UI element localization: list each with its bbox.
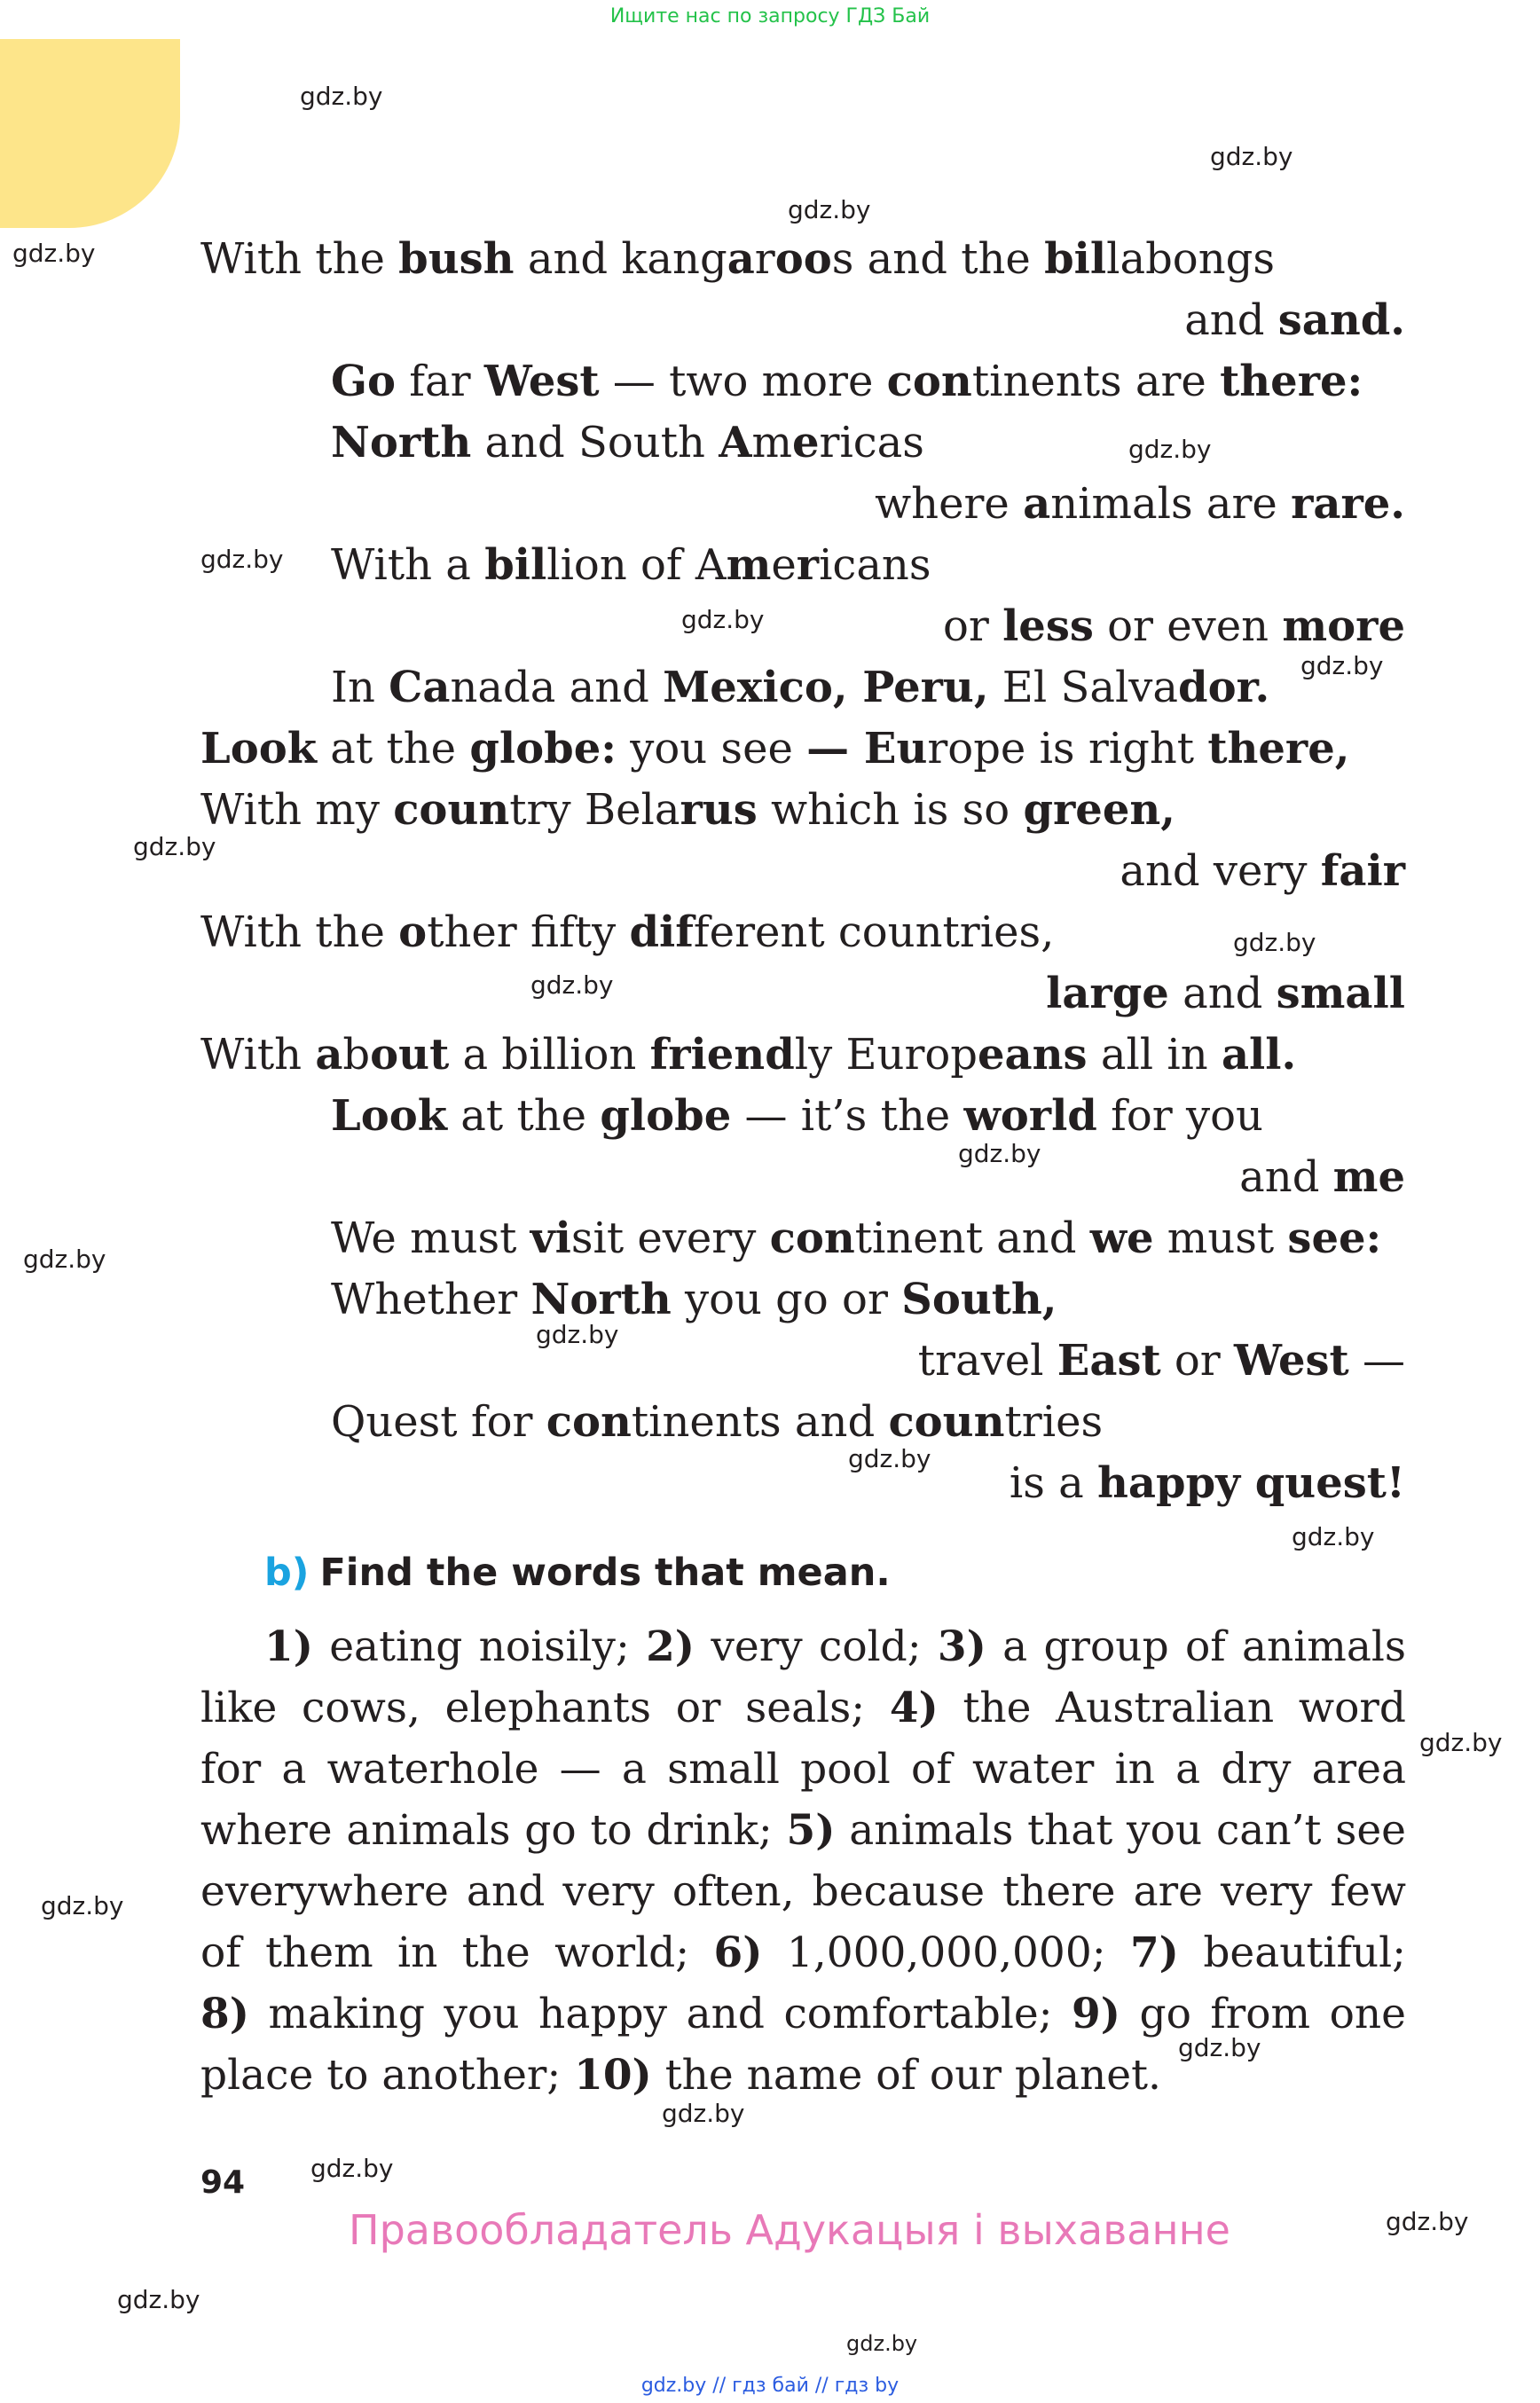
poem-line: Quest for continents and countries [331, 1397, 1104, 1447]
poem-line: With the other fifty different countries, [200, 907, 1055, 957]
page-number: 94 [200, 2164, 246, 2201]
watermark: gdz.by [1128, 435, 1212, 464]
watermark: gdz.by [1292, 1522, 1375, 1551]
exercise-title: Find the words that mean. [319, 1551, 891, 1595]
watermark: gdz.by [310, 2154, 394, 2183]
watermark: gdz.by [133, 832, 216, 861]
poem-line: With a billion of Americans [331, 540, 931, 590]
watermark: gdz.by [681, 605, 765, 634]
watermark: gdz.by [1386, 2207, 1469, 2236]
poem-line: large and small [1046, 969, 1405, 1018]
poem-line: or less or even more [942, 601, 1405, 651]
footer-links: gdz.by // гдз бай // гдз by [640, 2375, 900, 2397]
corner-tab [0, 39, 180, 228]
poem-line: Look at the globe: you see — Europe is right there, [200, 724, 1350, 774]
exercise-line: for a waterhole — a small pool of water in a dry area [200, 1745, 1406, 1794]
poem-line: and sand. [1184, 295, 1405, 345]
watermark: gdz.by [848, 1444, 931, 1473]
poem-line: and very fair [1120, 846, 1405, 896]
poem-line: travel East or West — [917, 1336, 1405, 1386]
watermark: gdz.by [530, 970, 614, 1000]
watermark: gdz.by [41, 1891, 124, 1920]
watermark: gdz.by [117, 2285, 200, 2314]
watermark: gdz.by [300, 82, 383, 111]
exercise-line: like cows, elephants or seals; 4) the Australian word [200, 1684, 1406, 1732]
exercise-line: place to another; 10) the name of our planet. [200, 2051, 1161, 2100]
watermark: gdz.by [958, 1139, 1041, 1168]
poem-line: is a happy quest! [1009, 1458, 1405, 1508]
poem-line: Go far West — two more continents are there: [331, 357, 1363, 406]
poem-line: In Canada and Mexico, Peru, El Salvador. [331, 663, 1270, 712]
watermark: gdz.by [200, 545, 284, 574]
exercise-line: where animals go to drink; 5) animals that you can’t see [200, 1806, 1406, 1855]
exercise-line: everywhere and very often, because there are very few [200, 1867, 1406, 1916]
poem-line: We must visit every continent and we must see: [331, 1213, 1382, 1263]
exercise-line: of them in the world; 6) 1,000,000,000; 7) beautiful; [200, 1928, 1406, 1977]
watermark: gdz.by [536, 1320, 619, 1349]
copyright-notice: Правообладатель Адукацыя і выхаванне [349, 2206, 1230, 2254]
poem-line: North and South Americas [331, 418, 924, 467]
watermark: gdz.by [788, 195, 871, 224]
watermark: gdz.by [12, 239, 96, 268]
exercise-line: 1) eating noisily; 2) very cold; 3) a group of animals [264, 1622, 1407, 1671]
watermark: gdz.by [1178, 2033, 1261, 2062]
exercise-heading [264, 1551, 891, 1595]
poem-line: With about a billion friendly Europeans all in all. [200, 1030, 1297, 1080]
watermark: gdz.by [1300, 651, 1384, 680]
exercise-paragraph [200, 1616, 1406, 2106]
watermark: gdz.by [846, 2331, 918, 2356]
exercise-line: 8) making you happy and comfortable; 9) go from one [200, 1990, 1406, 2038]
poem-line: With my country Belarus which is so green, [200, 785, 1175, 835]
watermark: gdz.by [1419, 1728, 1503, 1757]
poem-line: With the bush and kangaroos and the billabongs [200, 234, 1275, 284]
watermark: gdz.by [23, 1245, 106, 1274]
exercise-letter: b) [264, 1551, 310, 1595]
poem-line: Look at the globe — it’s the world for you [331, 1091, 1263, 1141]
watermark: gdz.by [662, 2099, 745, 2128]
poem-line: Whether North you go or South, [331, 1275, 1057, 1324]
poem-line: where animals are rare. [875, 479, 1405, 529]
watermark: gdz.by [1233, 928, 1316, 957]
top-banner: Ищите нас по запросу ГДЗ Бай [609, 5, 931, 27]
watermark: gdz.by [1210, 142, 1293, 171]
poem-line: and me [1239, 1152, 1405, 1202]
